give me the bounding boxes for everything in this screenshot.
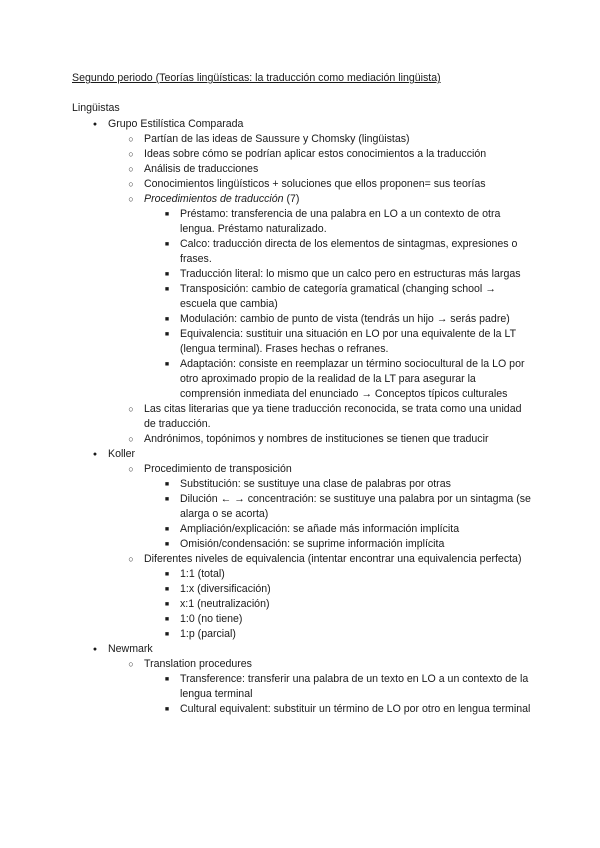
list-item-text: Omisión/condensación: se suprime información implícita [180,538,445,550]
section-heading: Lingüistas [72,102,120,114]
bullet-icon: ■ [164,286,170,293]
bullet-icon: ○ [128,404,134,414]
list-item [72,147,532,162]
list-item [72,702,532,717]
bullet-icon: ○ [128,194,134,204]
list-item [72,162,532,177]
list-item [72,672,532,702]
bullet-icon: ○ [128,179,134,189]
list-item [72,132,532,147]
list-item-text: Calco: traducción directa de los elementos de sintagmas, expresiones o frases. [180,238,518,265]
bullet-icon: ■ [164,211,170,218]
bullet-icon: ■ [164,331,170,338]
list-item-text: Substitución: se sustituye una clase de palabras por otras [180,478,451,490]
list-item-text: Procedimiento de transposición [144,463,292,475]
list-item-text: Modulación: cambio de punto de vista (tendrás un hijo → serás padre) [180,313,510,325]
list-item [72,432,532,447]
list-item [72,477,532,492]
bullet-icon: ○ [128,659,134,669]
bullet-icon: ■ [164,586,170,593]
list-item [72,552,532,567]
list-item-text: Conocimientos lingüísticos + soluciones que ellos proponen= sus teorías [144,178,486,190]
list-item [72,612,532,627]
bullet-icon: ■ [164,241,170,248]
bullet-icon: ○ [128,164,134,174]
list-item [72,357,532,402]
list-item-text: Translation procedures [144,658,252,670]
list-item-text: 1:p (parcial) [180,628,236,640]
bullet-icon: ■ [164,631,170,638]
list-item [72,447,532,462]
list-item-text: 1:1 (total) [180,568,225,580]
list-item [72,642,532,657]
list-item [72,597,532,612]
list-item-text: Adaptación: consiste en reemplazar un término sociocultural de la LO por otro aproximado propio de la realidad de la LT para asegurar la comprensión inmediata del enunciado → Conceptos típicos culturales [180,358,525,400]
list-item [72,657,532,672]
list-item [72,537,532,552]
bullet-icon: ■ [164,481,170,488]
list-item-text: Cultural equivalent: substituir un término de LO por otro en lengua terminal [180,703,531,715]
bullet-icon: ○ [128,134,134,144]
bullet-icon: ■ [164,496,170,503]
list-item [72,237,532,267]
list-item-text: 1:0 (no tiene) [180,613,243,625]
list-item-text: Traducción literal: lo mismo que un calco pero en estructuras más largas [180,268,521,280]
list-item-text: Análisis de traducciones [144,163,259,175]
bullet-icon: ● [92,451,98,458]
bullet-icon: ○ [128,434,134,444]
list-item [72,492,532,522]
list-item-text: Partían de las ideas de Saussure y Chomsky (lingüistas) [144,133,410,145]
list-item [72,192,532,207]
list-item-text: Andrónimos, topónimos y nombres de instituciones se tienen que traducir [144,433,489,445]
page-title: Segundo periodo (Teorías lingüísticas: la traducción como mediación lingüista) [72,72,441,84]
list-item [72,582,532,597]
list-item-text: Newmark [108,643,153,655]
list-item-text: Diferentes niveles de equivalencia (intentar encontrar una equivalencia perfecta) [144,553,522,565]
bullet-icon: ■ [164,361,170,368]
list-item [72,522,532,537]
list-item-text: 1:x (diversificación) [180,583,271,595]
list-item-text: Transposición: cambio de categoría gramatical (changing school → escuela que cambia) [180,283,496,310]
bullet-icon: ■ [164,541,170,548]
bullet-icon: ● [92,121,98,128]
bullet-icon: ○ [128,149,134,159]
list-item-text: Las citas literarias que ya tiene traducción reconocida, se trata como una unidad de traducción. [144,403,522,430]
list-item [72,402,532,432]
list-item [72,327,532,357]
list-item [72,462,532,477]
list-item-text: Transference: transferir una palabra de un texto en LO a un contexto de la lengua terminal [180,673,529,700]
list-item-text: Ampliación/explicación: se añade más información implícita [180,523,460,535]
bullet-icon: ■ [164,271,170,278]
outline-list [72,117,532,717]
bullet-icon: ■ [164,676,170,683]
list-item-text: Procedimientos de traducción [144,193,284,205]
list-item-suffix: (7) [283,193,300,205]
bullet-icon: ■ [164,571,170,578]
list-item [72,627,532,642]
list-item-text: Ideas sobre cómo se podrían aplicar estos conocimientos a la traducción [144,148,487,160]
bullet-icon: ■ [164,616,170,623]
list-item [72,567,532,582]
list-item-text: Préstamo: transferencia de una palabra en LO a un contexto de otra lengua. Préstamo naturalizado. [180,208,501,235]
list-item-text: Grupo Estilística Comparada [108,118,244,130]
bullet-icon: ○ [128,554,134,564]
bullet-icon: ■ [164,706,170,713]
bullet-icon: ■ [164,316,170,323]
bullet-icon: ○ [128,464,134,474]
bullet-icon: ■ [164,526,170,533]
list-item-text: x:1 (neutralización) [180,598,270,610]
bullet-icon: ● [92,646,98,653]
list-item [72,177,532,192]
list-item-text: Dilución ← → concentración: se sustituye una palabra por un sintagma (se alarga o se acorta) [180,493,531,520]
list-item-text: Equivalencia: sustituir una situación en LO por una equivalente de la LT (lengua terminal). Frases hechas o refranes. [180,328,516,355]
bullet-icon: ■ [164,601,170,608]
list-item [72,267,532,282]
list-item [72,282,532,312]
list-item [72,312,532,327]
list-item [72,117,532,132]
list-item [72,207,532,237]
list-item-text: Koller [108,448,136,460]
